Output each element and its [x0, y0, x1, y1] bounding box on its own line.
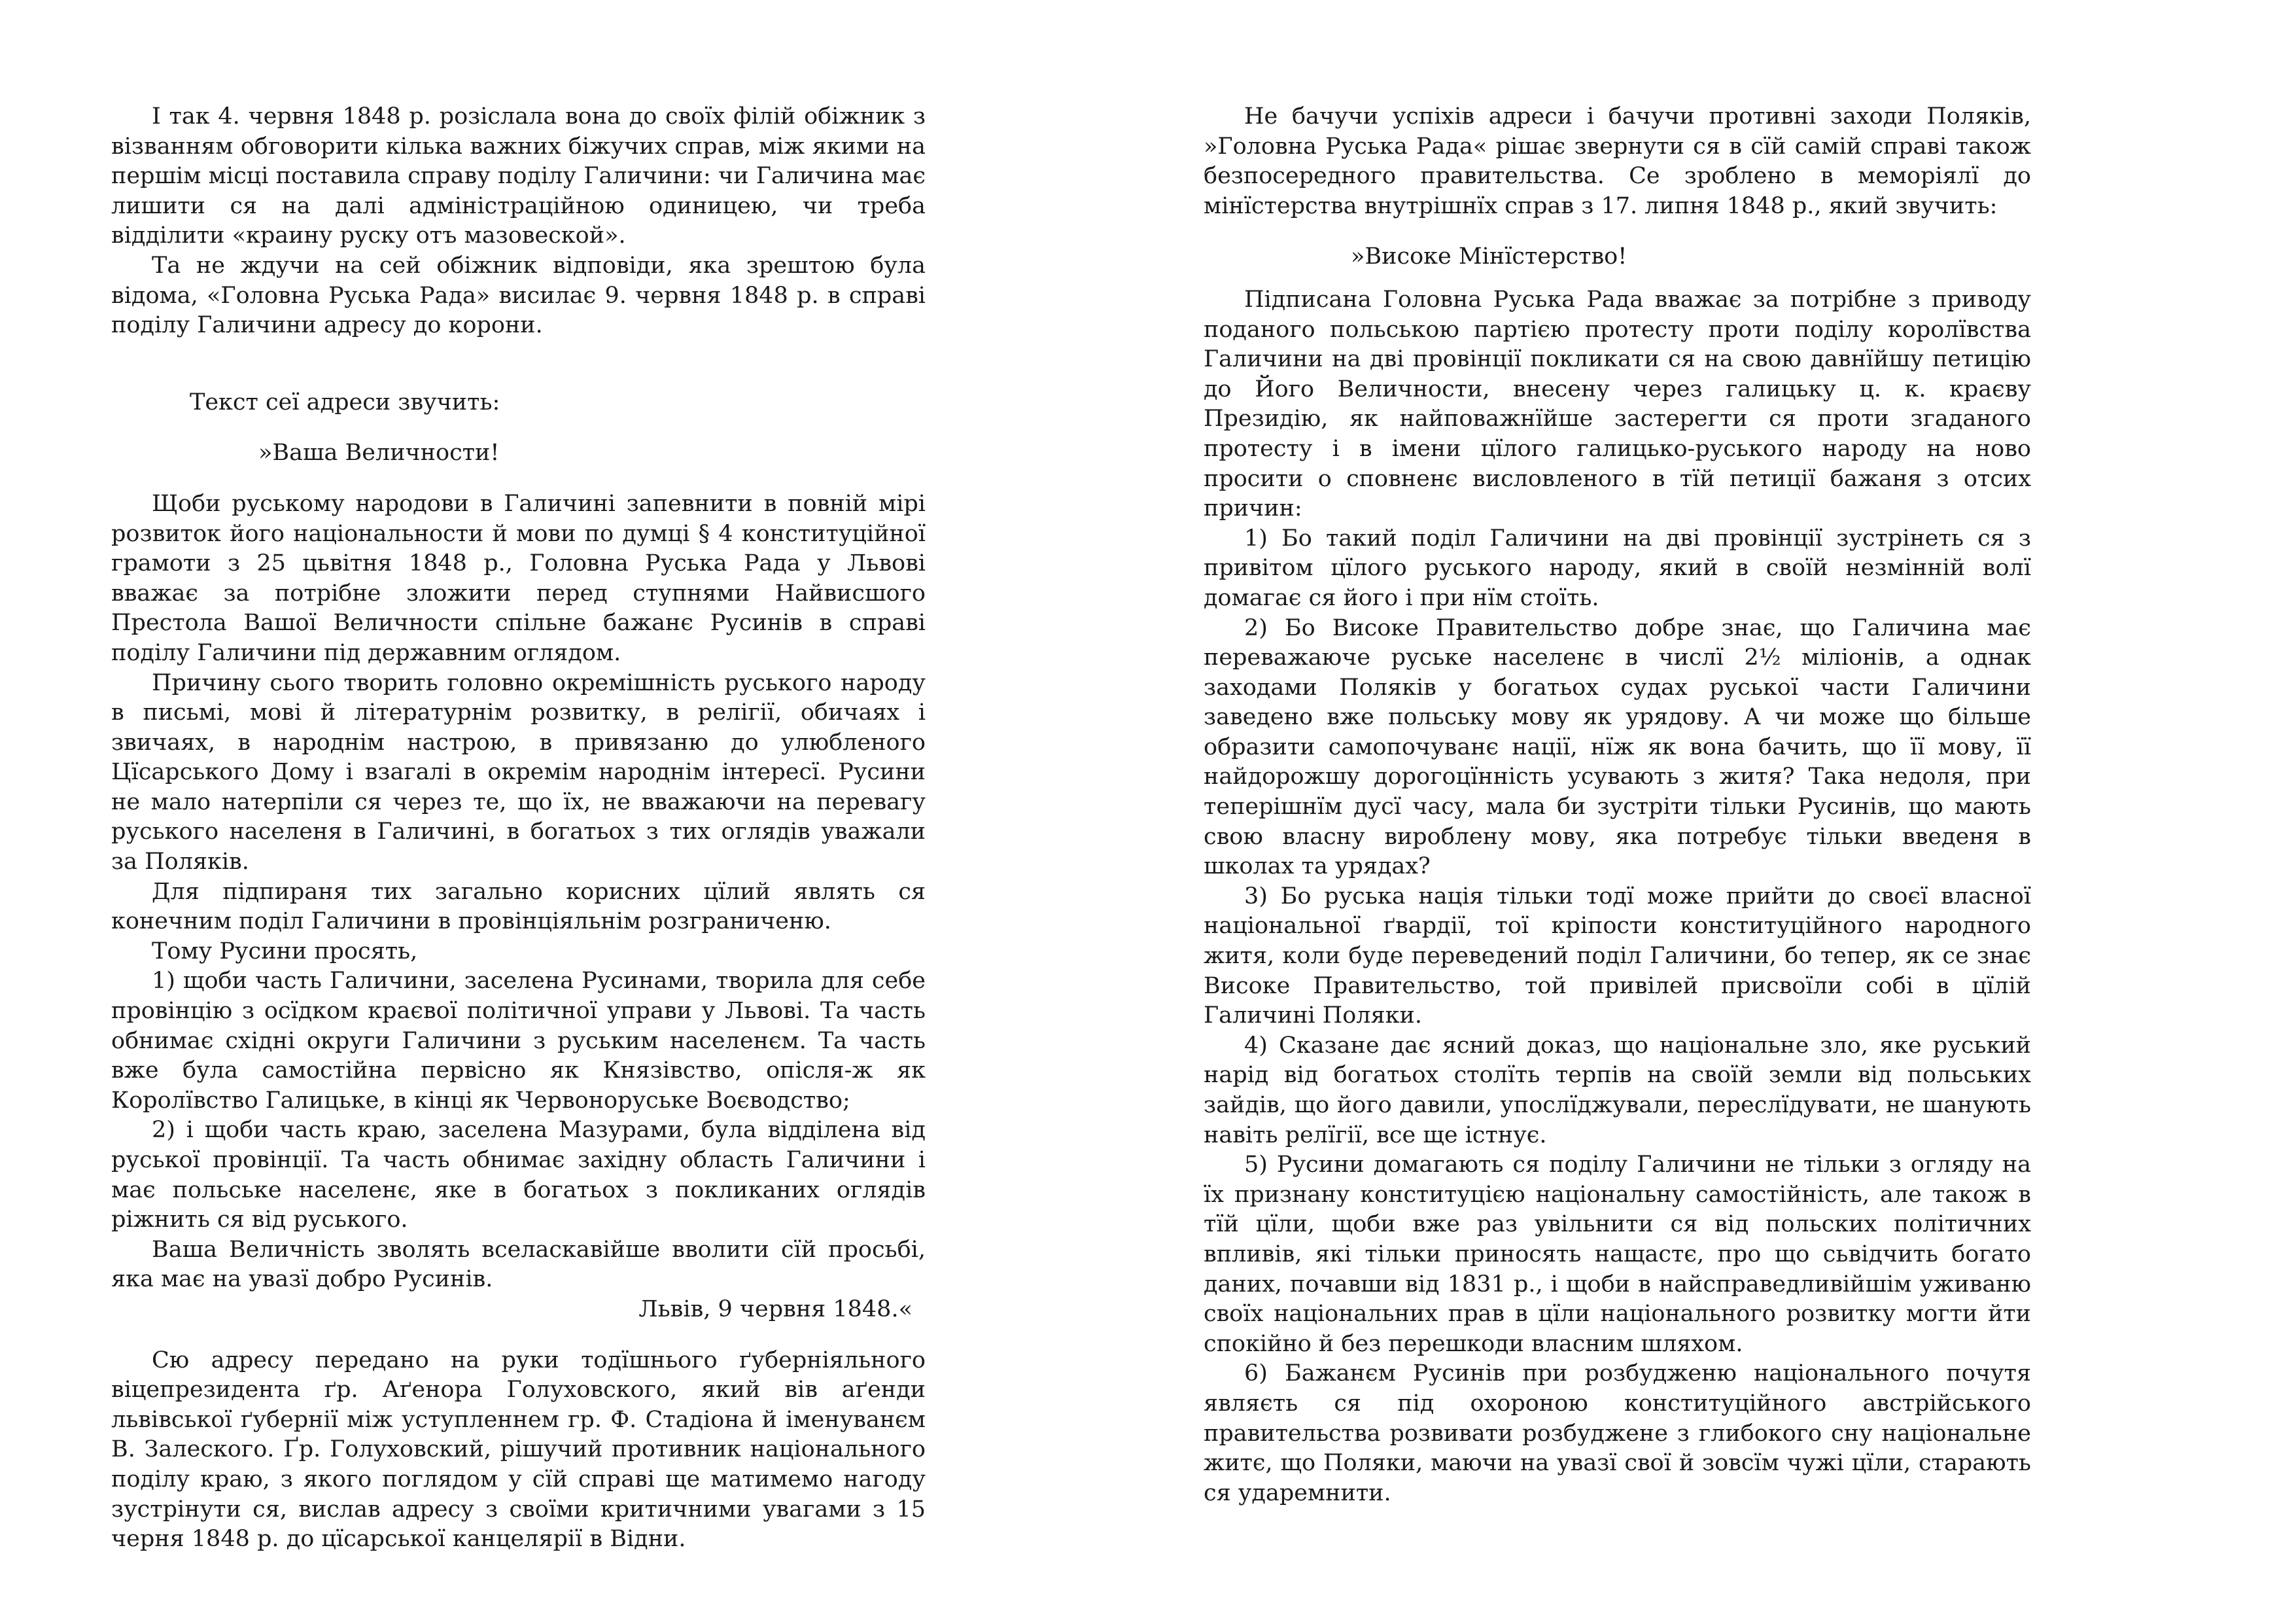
memorial-paragraph: 5) Русини домагають ся поділу Галичини не тільки з огляду на їх признану конституцією національну самостійність, але також в тїй цїли, щоби вже раз увільнити ся від польских політичних впливів, які тільки приносять нащастє, про що сьвідчить богато даних, почавши від 1831 р., і щоби в найсправедливійшім уживаню своїх національних прав в цїли національного розвитку могти йти спокійно й без перешкоди власним шляхом. — [1204, 1152, 2031, 1357]
right-page — [1148, 0, 2296, 1624]
address-paragraph: 1) щоби часть Галичини, заселена Русинами, творила для себе провінцію з осїдком краєвої політичної управи у Львові. Та часть обнимає східні округи Галичини з руським населенєм. Та часть вже була самостійна первісно як Князівство, опісля-ж як Королївство Галицьке, в кінці як Червоноруське Воєводство; — [111, 968, 926, 1114]
address-paragraph: Причину сього творить головно окремішність руського народу в письмі, мові й літературнім розвитку, в релігії, обичаях і звичаях, в народнім настрою, в привязаню до улюбленого Цїсарського Дому і взагалі в окремім народнім інтересї. Русини не мало натерпіли ся через те, що їх, не вважаючи на перевагу руського населеня в Галичині, в богатьох з тих оглядів уважали за Поляків. — [111, 669, 926, 875]
address-paragraph: Для підпираня тих загально корисних цїлий являть ся конечним поділ Галичини в провінціяльнім розграниченю. — [111, 878, 926, 935]
address-paragraph: 2) і щоби часть краю, заселена Мазурами, була відділена від руської провінції. Та часть обнимає західну область Галичини і має польське населенє, яке в богатьох з покликаних оглядів ріжнить ся від руського. — [111, 1117, 926, 1233]
paragraph: Та не ждучи на сей обіжник відповіди, яка зрештою була відома, «Головна Руська Рада» висилає 9. червня 1848 р. в справі поділу Галичини адресу до корони. — [111, 252, 926, 339]
memorial-paragraph: 4) Сказане дає ясний доказ, що національне зло, яке руський нарід від богатьох столїть терпів на своїй земли від польських зайдів, що його давили, упослїджували, переслїдувати, не шанують навіть релїгії, все ще істнує. — [1204, 1032, 2031, 1148]
memorial-paragraph: Підписана Головна Руська Рада вважає за потрібне з приводу поданого польською партією протесту проти поділу королївства Галичини на дві провінції покликати ся на свою давнїйшу петицію до Його Величности, внесену через галицьку ц. к. краєву Президію, як найповажнїйше застерегти ся проти згаданого протесту і в імени цїлого галицько-руського народу на ново просити о сповненє висловленого в тїй петиції бажаня з отсих причин: — [1204, 286, 2031, 522]
left-text-column — [111, 102, 926, 1555]
closing-paragraph: Сю адресу передано на руки тодїшнього ґуберніяльного віцепрезидента ґр. Аґенора Голуховского, який вів аґенди львівської ґубернії між уступленнем гр. Ф. Стадіона й іменуванєм В. Залеского. Ґр. Голуховский, рішучий противник національного поділу краю, з якого поглядом у сїй справі ще матимемо нагоду зустрінути ся, вислав адресу з своїми критичними увагами з 15 черня 1848 р. до цїсарської канцелярії в Відни. — [111, 1347, 926, 1553]
address-paragraph: Тому Русини просять, — [152, 938, 418, 964]
intro-paragraph: Не бачучи успіхів адреси і бачучи противні заходи Поляків, »Головна Руська Рада« рішає звернути ся в сїй самій справі також безпосередного правительства. Се зроблено в меморіялї до мінїстерства внутрішнїх справ з 17. липня 1848 р., який звучить: — [1204, 103, 2031, 219]
memorial-paragraph: 3) Бо руська нація тільки тодї може прийти до своєї власної національної ґвардії, тої кріпости конституційного народного житя, коли буде переведений поділ Галичини, бо тепер, як се знає Високе Правительство, той привілей присвоїли собі в цїлій Галичині Поляки. — [1204, 883, 2031, 1029]
memorial-paragraph: 2) Бо Високе Правительство добре знає, що Галичина має переважаюче руське населенє в числї 2½ міліонів, а однак заходами Поляків у богатьох судах руської части Галичини заведено вже польську мову як урядову. А чи може що більше образити самопочуванє нації, нїж як вона бачить, що її мову, її найдорожшу дорогоцїнність усувають з житя? Така недоля, при теперішнїм дусї часу, мала би зустріти тільки Русинів, що мають свою власну вироблену мову, яка потребує тільки введеня в школах та урядах? — [1204, 614, 2031, 880]
address-salutation: »Ваша Величности! — [258, 440, 500, 467]
memorial-paragraph: 1) Бо такий поділ Галичини на дві провінції зустрінеть ся з привітом цїлого руського народу, який в своїй незмінній волї домагає ся його і при нїм стоїть. — [1204, 525, 2031, 611]
dateline: Львів, 9 червня 1848.« — [638, 1296, 913, 1322]
address-paragraph: Ваша Величність зволять вселаскавійше вволити сїй просьбі, яка має на увазї добро Русинів. — [111, 1236, 926, 1293]
right-text-column — [1204, 102, 2031, 1508]
address-paragraph: Щоби руському народови в Галичині запевнити в повній мірі розвиток його національности й мови по думці § 4 конституційної грамоти з 25 цьвітня 1848 р., Головна Руська Рада у Львові вважає за потрібне зложити перед ступнями Найвисшого Престола Вашої Величности спільне бажанє Русинів в справі поділу Галичини під державним оглядом. — [111, 490, 926, 666]
address-intro: Текст сеї адреси звучить: — [190, 389, 500, 415]
memorial-salutation: »Високе Мінїстерство! — [1351, 243, 1627, 270]
paragraph: І так 4. червня 1848 р. розіслала вона до своїх філій обіжник з візванням обговорити кілька важних біжучих справ, між якими на першім місці поставила справу поділу Галичини: чи Галичина має лишити ся на далі адміністраційною одиницею, чи треба відділити «краину руску отъ мазовеской». — [111, 103, 926, 249]
memorial-paragraph: 6) Бажанєм Русинів при розбудженю національного почутя являєть ся під охороною конституційного австрійського правительства розвивати розбуджене з глибокого сну національне житє, що Поляки, маючи на увазї свої й зовсїм чужі цїли, старають ся ударемнити. — [1204, 1360, 2031, 1506]
